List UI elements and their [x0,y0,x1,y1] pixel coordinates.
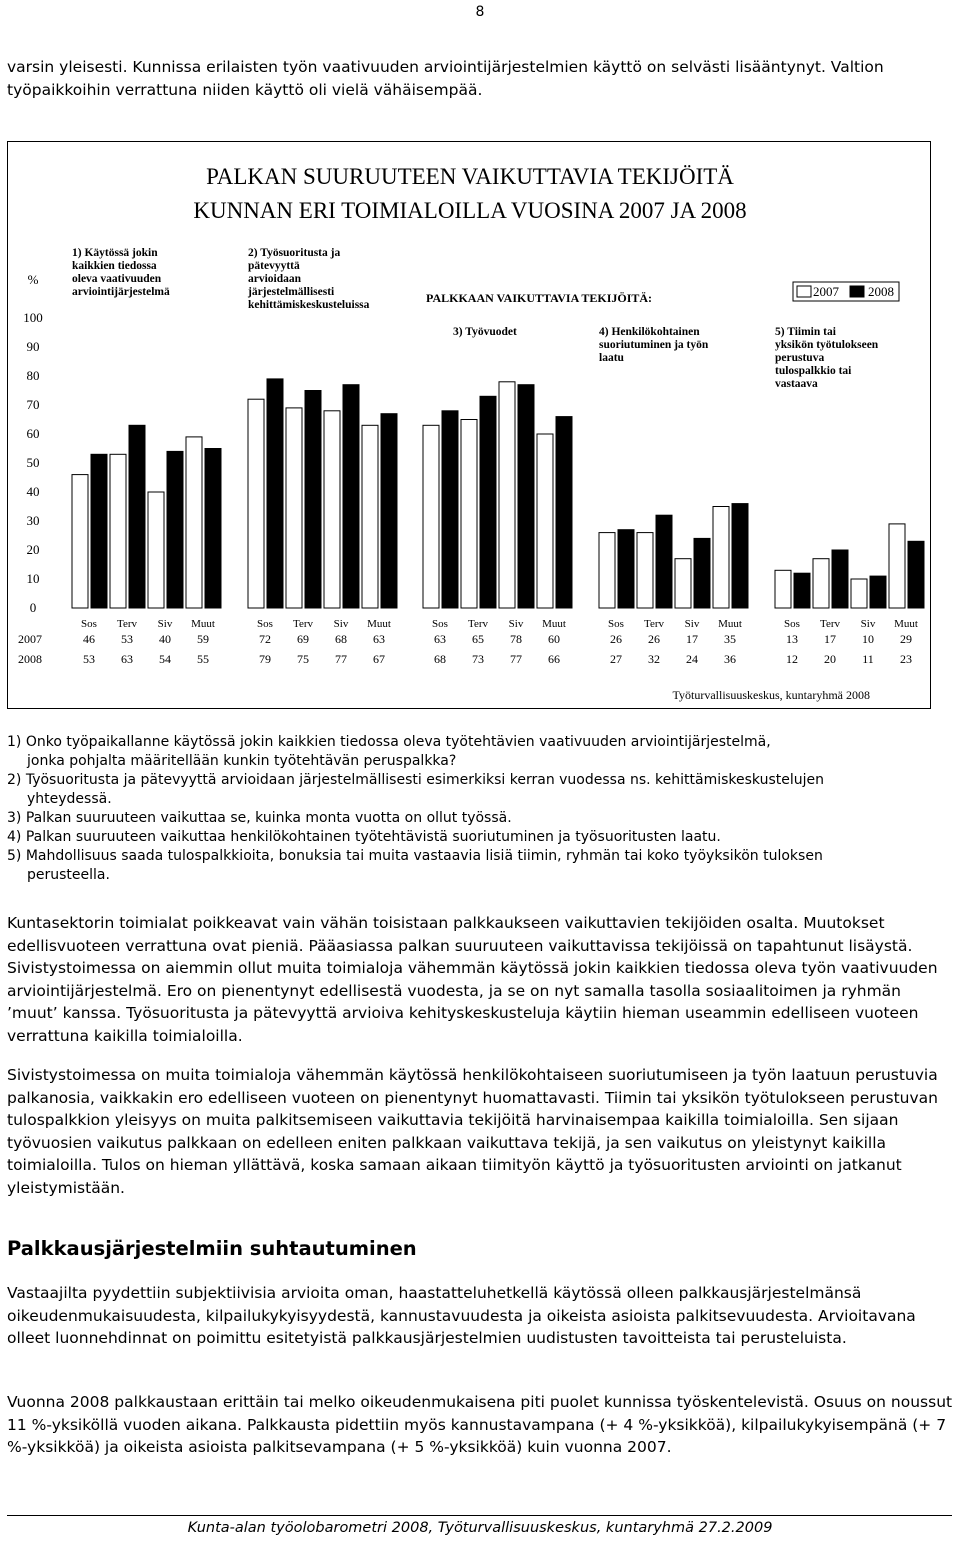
table-value-2007: 26 [610,632,622,646]
bar-2008 [305,391,321,609]
y-tick-label: 40 [26,484,40,499]
group-label: 1) Käytössä jokin [72,247,158,259]
bar-2007 [851,579,867,608]
group-label: 3) Työvuodet [453,326,517,338]
bar-2007 [148,492,164,608]
bar-2008 [129,425,145,608]
table-value-2007: 10 [862,632,874,646]
table-value-2007: 68 [335,632,347,646]
category-label: Muut [718,618,742,630]
chart-source: Työturvallisuuskeskus, kuntaryhmä 2008 [672,688,870,702]
table-value-2008: 73 [472,652,484,666]
bar-2008 [618,530,634,608]
group-header: PALKKAAN VAIKUTTAVIA TEKIJÖITÄ: [426,291,653,305]
bar-2008 [732,504,748,608]
y-tick-label: 100 [23,310,43,325]
paragraph-4: Vuonna 2008 palkkaustaan erittäin tai melko oikeudenmukaisena piti puolet kunnissa työskentelevistä. Osuus on noussut 11 %-yksiköllä vuoden aikana. Palkkausta pidettiin myös kannustavampana (+ 4 %-yksikköä), kilpailukykyisempänä (+ 7 %-yksikköä) ja oikeista asioista palkitsevampana (+ 5 %-yksikköä) kuin vuonna 2007. [7,1393,953,1456]
bar-2008 [518,385,534,608]
table-value-2007: 26 [648,632,660,646]
bar-2007 [461,420,477,609]
bar-2007 [499,382,515,608]
group-label: 4) Henkilökohtainen [599,326,700,338]
group-label: kehittämiskeskusteluissa [248,299,370,311]
table-value-2007: 69 [297,632,309,646]
category-label: Terv [293,618,313,630]
y-tick-label: 70 [26,397,40,412]
bar-2007 [599,533,615,608]
group-label: perustuva [775,352,825,364]
page-number: 8 [475,4,485,20]
table-value-2008: 32 [648,652,660,666]
group-label: arviointijärjestelmä [72,286,170,298]
table-value-2008: 66 [548,652,560,666]
group-label: järjestelmällisesti [248,286,335,298]
bar-2007 [813,559,829,608]
footnote-4: 4) Palkan suuruuteen vaikuttaa henkilökohtainen työtehtävistä suoriutuminen ja työsuoritusten laatu. [7,829,721,845]
category-label: Muut [191,618,215,630]
table-value-2008: 53 [83,652,95,666]
paragraph-1: Kuntasektorin toimialat poikkeavat vain vähän toisistaan palkkaukseen vaikuttavien tekijöiden osalta. Muutokset edellisvuoteen verrattuna ovat pieniä. Pääasiassa palkan suuruuteen vaikuttavissa tekijöissä on tapahtunut lisäystä. Sivistystoimessa on aiemmin ollut muita toimialoja vähemmän käytössä jokin kaikkien tiedossa oleva työn vaativuuden arviointijärjestelmä. Ero on pienentynyt edellisestä vuodesta, ja se on nyt samalla tasolla sosiaalitoimen ja ryhmän ’muut’ kanssa. Työsuoritusta ja pätevyyttä arvioiva kehityskeskusteluja käytiin hieman useammin edelliseen vuoteen verrattuna kaikilla toimialoilla. [7,914,938,1045]
chart-title-line1: PALKAN SUURUUTEEN VAIKUTTAVIA TEKIJÖITÄ [206,164,734,189]
category-label: Muut [894,618,918,630]
bar-2008 [794,573,810,608]
table-value-2008: 77 [335,652,347,666]
table-value-2007: 59 [197,632,209,646]
group-label: vastaava [775,378,818,390]
footnote-1-line1: 1) Onko työpaikallanne käytössä jokin kaikkien tiedossa oleva työtehtävien vaativuuden arviointijärjestelmä, [7,734,771,750]
footnote-3: 3) Palkan suuruuteen vaikuttaa se, kuinka monta vuotta on ollut työssä. [7,810,512,826]
table-value-2008: 11 [862,652,874,666]
footnote-2-line2: yhteydessä. [27,791,112,807]
y-tick-label: 90 [26,339,40,354]
bar-2008 [870,576,886,608]
group-label: 5) Tiimin tai [775,326,836,338]
intro-paragraph: varsin yleisesti. Kunnissa erilaisten työn vaativuuden arviointijärjestelmien käyttö on selvästi lisääntynyt. Valtion työpaikkoihin verrattuna niiden käyttö oli vielä vähäisempää. [7,58,884,99]
bar-2008 [832,550,848,608]
footnote-5-line1: 5) Mahdollisuus saada tulospalkkioita, bonuksia tai muita vastaavia lisiä tiimin, ryhmän tai koko työyksikön tuloksen [7,848,823,864]
legend-swatch-2007 [797,286,811,297]
category-label: Sos [81,618,97,630]
table-value-2007: 63 [434,632,446,646]
bar-2007 [362,425,378,608]
bar-2008 [267,379,283,608]
section-heading: Palkkausjärjestelmiin suhtautuminen [7,1237,417,1260]
bar-2007 [423,425,439,608]
page-footer: Kunta-alan työolobarometri 2008, Työturvallisuuskeskus, kuntaryhmä 27.2.2009 [187,1520,773,1536]
bar-2008 [694,538,710,608]
category-label: Siv [508,618,524,630]
bar-2008 [480,396,496,608]
table-value-2008: 63 [121,652,133,666]
bar-2008 [167,451,183,608]
legend [793,282,899,301]
category-label: Muut [367,618,391,630]
group-label: suoriutuminen ja työn [599,339,709,351]
footnotes [7,733,955,885]
footnote-1-line2: jonka pohjalta määritellään kunkin työtehtävän peruspalkka? [27,753,457,769]
table-value-2008: 23 [900,652,912,666]
table-value-2007: 63 [373,632,385,646]
table-value-2007: 46 [83,632,95,646]
y-axis-unit: % [27,272,39,287]
table-value-2008: 79 [259,652,271,666]
table-value-2008: 75 [297,652,309,666]
table-value-2007: 17 [824,632,836,646]
y-tick-label: 0 [29,600,37,615]
table-value-2008: 54 [159,652,171,666]
group-label: kaikkien tiedossa [72,260,157,272]
y-tick-label: 50 [26,455,40,470]
footnote-1 [7,733,955,771]
bar-2007 [637,533,653,608]
table-value-2008: 67 [373,652,385,666]
bar-chart [8,142,932,710]
table-value-2008: 36 [724,652,736,666]
table-value-2007: 72 [259,632,271,646]
table-value-2007: 35 [724,632,736,646]
bar-2007 [286,408,302,608]
bar-2007 [775,570,791,608]
group-label: tulospalkkio tai [775,365,852,377]
category-label: Sos [432,618,448,630]
table-value-2008: 20 [824,652,836,666]
table-value-2007: 40 [159,632,171,646]
bar-2008 [908,541,924,608]
bar-2007 [675,559,691,608]
table-value-2008: 12 [786,652,798,666]
group-label: 2) Työsuoritusta ja [248,247,341,259]
group-label: oleva vaativuuden [72,273,162,285]
bar-2008 [656,515,672,608]
category-label: Terv [820,618,840,630]
category-label: Terv [644,618,664,630]
table-value-2008: 24 [686,652,698,666]
footer-rule [7,1515,952,1516]
bar-2008 [91,454,107,608]
paragraph-3: Vastaajilta pyydettiin subjektiivisia arvioita oman, haastatteluhetkellä käytössä olleen palkkausjärjestelmänsä oikeudenmukaisuudesta, kilpailukykyisyydestä, kannustavuudesta ja oikeista asioista palkitsevuudesta. Arvioitavana olleet luonnehdinnat on poimittu esitetyistä palkkausjärjestelmien uudistusten tavoitteista tai perusteluista. [7,1284,916,1347]
category-label: Siv [333,618,349,630]
table-value-2008: 68 [434,652,446,666]
bar-2007 [324,411,340,608]
table-value-2007: 29 [900,632,912,646]
table-value-2007: 78 [510,632,522,646]
bar-2008 [556,417,572,608]
y-tick-label: 30 [26,513,40,528]
bar-2008 [442,411,458,608]
bar-2007 [537,434,553,608]
bar-2007 [713,507,729,609]
category-label: Siv [860,618,876,630]
bar-2008 [343,385,359,608]
chart-title-line2: KUNNAN ERI TOIMIALOILLA VUOSINA 2007 JA 2008 [193,198,747,223]
category-label: Sos [784,618,800,630]
y-tick-label: 60 [26,426,40,441]
table-value-2008: 27 [610,652,622,666]
footnote-2 [7,771,955,809]
bar-2008 [205,449,221,609]
table-value-2007: 13 [786,632,798,646]
legend-label-2008: 2008 [868,284,894,299]
legend-label-2007: 2007 [813,284,839,299]
bar-2007 [248,399,264,608]
footnote-5-line2: perusteella. [27,867,110,883]
category-label: Siv [157,618,173,630]
y-tick-label: 80 [26,368,40,383]
footnote-5 [7,847,955,885]
category-label: Terv [468,618,488,630]
chart-box [7,141,931,709]
category-label: Muut [542,618,566,630]
bar-2008 [381,414,397,608]
legend-swatch-2008 [850,286,864,297]
table-row-label: 2008 [18,652,42,666]
group-label: yksikön työtulokseen [775,339,879,351]
category-label: Sos [257,618,273,630]
group-label: pätevyyttä [248,260,300,272]
bar-2007 [186,437,202,608]
table-row-label: 2007 [18,632,42,646]
footnote-2-line1: 2) Työsuoritusta ja pätevyyttä arvioidaan järjestelmällisesti esimerkiksi kerran vuodessa ns. kehittämiskeskustelujen [7,772,825,788]
bar-2007 [110,454,126,608]
table-value-2007: 17 [686,632,698,646]
y-tick-label: 20 [26,542,40,557]
paragraph-2: Sivistystoimessa on muita toimialoja vähemmän käytössä henkilökohtaiseen suoriutumiseen ja työn laatuun perustuvia palkanosia, vaikkakin ero edelliseen vuoteen on pienentynyt huomattavasti. Tiimin tai yksikön työtulokseen perustuvan tulospalkkion yleisyys on muita palkitsemiseen vaikuttavia tekijöitä harvinaisempaa kaikilla toimialoilla. Sen sijaan työvuosien vaikutus palkkaan on edelleen eniten palkkaan vaikuttava tekijä, ja sen vaikutus on yleistynyt kaikilla toimialoilla. Tulos on hieman yllättävä, koska samaan aikaan tiimityön käyttö ja työsuoritusten arviointi on jatkanut yleistymistään. [7,1066,938,1197]
table-value-2008: 77 [510,652,522,666]
table-value-2008: 55 [197,652,209,666]
group-label: laatu [599,352,624,364]
bar-2007 [72,475,88,608]
bar-2007 [889,524,905,608]
table-value-2007: 60 [548,632,560,646]
category-label: Siv [684,618,700,630]
y-tick-label: 10 [26,571,40,586]
table-value-2007: 53 [121,632,133,646]
category-label: Terv [117,618,137,630]
table-value-2007: 65 [472,632,484,646]
group-label: arvioidaan [248,273,302,285]
category-label: Sos [608,618,624,630]
